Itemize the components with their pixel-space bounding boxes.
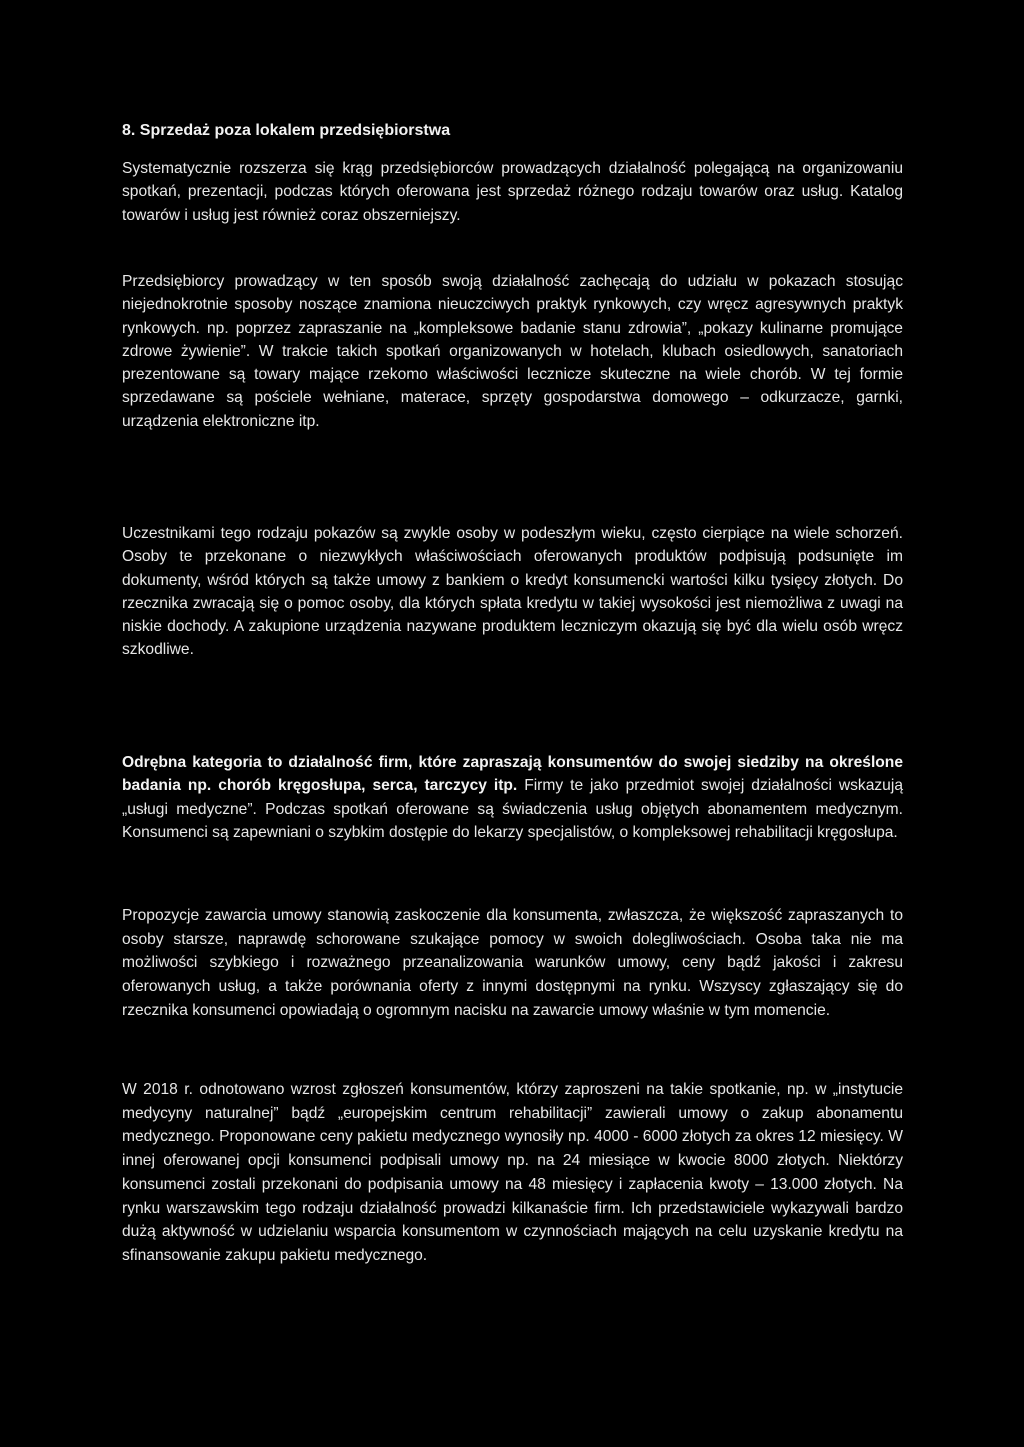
paragraph-participants: Uczestnikami tego rodzaju pokazów są zwykle osoby w podeszłym wieku, często cierpiące na wiele schorzeń. Osoby te przekonane o niezwykłych właściwościach oferowanych produktów podpisują podsunięte im dokumenty, wśród których są także umowy z bankiem o kredyt konsumencki wartości kilku tysięcy złotych. Do rzecznika zwracają się o pomoc osoby, dla których spłata kredytu w takiej wysokości jest niemożliwa z uwagi na niskie dochody. A zakupione urządzenia nazywane produktem leczniczym okazują się być dla wielu osób wręcz szkodliwe. <box>122 525 903 659</box>
paragraph-medical-firms-rest: Firmy te jako przedmiot swojej działalności wskazują „usługi medyczne”. Podczas spotkań oferowane są świadczenia usług objętych abonamentem medycznym. Konsumenci są zapewniani o szybkim dostępie do lekarzy specjalistów, o kompleksowej rehabilitacji kręgosłupa. <box>122 777 903 841</box>
section-heading: 8. Sprzedaż poza lokalem przedsiębiorstwa <box>122 122 451 139</box>
paragraph-intro: Systematycznie rozszerza się krąg przedsiębiorców prowadzących działalność polegającą na organizowaniu spotkań, prezentacji, podczas których oferowana jest sprzedaż różnego rodzaju towarów oraz usług. Katalog towarów i usług jest również coraz obszerniejszy. <box>122 160 903 224</box>
paragraph-practices: Przedsiębiorcy prowadzący w ten sposób swoją działalność zachęcają do udziału w pokazach stosując niejednokrotnie sposoby noszące znamiona nieuczciwych praktyk rynkowych, czy wręcz agresywnych praktyk rynkowych. np. poprzez zapraszanie na „kompleksowe badanie stanu zdrowia”, „pokazy kulinarne promujące zdrowe żywienie”. W trakcie takich spotkań organizowanych w hotelach, klubach osiedlowych, sanatoriach prezentowane są towary mające rzekomo właściwości lecznicze skuteczne na wiele chorób. W tej formie sprzedawane są pościele wełniane, materace, sprzęty gospodarstwa domowego – odkurzacze, garnki, urządzenia elektroniczne itp. <box>122 273 903 430</box>
paragraph-medical-firms-lead: Odrębna kategoria to działalność firm, które zapraszają konsumentów do swojej siedziby na określone badania np. chorób kręgosłupa, serca, tarczycy itp. <box>122 754 903 795</box>
paragraph-2018-reports: W 2018 r. odnotowano wzrost zgłoszeń konsumentów, którzy zaproszeni na takie spotkanie, np. w „instytucie medycyny naturalnej” bądź „europejskim centrum rehabilitacji” zawierali umowy o zakup abonamentu medycznego. Proponowane ceny pakietu medycznego wynosiły np. 4000 - 6000 złotych za okres 12 miesięcy. W innej oferowanej opcji konsumenci podpisali umowy np. na 24 miesiące w kwocie 8000 złotych. Niektórzy konsumenci zostali przekonani do podpisania umowy na 48 miesięcy i zapłacenia kwoty – 13.000 złotych. Na rynku warszawskim tego rodzaju działalność prowadzi kilkanaście firm. Ich przedstawiciele wykazywali bardzo dużą aktywność w udzielaniu wsparcia konsumentom w czynnościach mających na celu uzyskanie kredytu na sfinansowanie zakupu pakietu medycznego. <box>122 1081 903 1264</box>
paragraph-medical-firms <box>122 751 903 844</box>
paragraph-contract-pressure: Propozycje zawarcia umowy stanowią zaskoczenie dla konsumenta, zwłaszcza, że większość zapraszanych to osoby starsze, naprawdę schorowane szukające pomocy w swoich dolegliwościach. Osoba taka nie ma możliwości szybkiego i rozważnego przeanalizowania warunków umowy, ceny bądź jakości i zakresu oferowanych usług, a także porównania oferty z innymi dostępnymi na rynku. Wszyscy zgłaszający się do rzecznika konsumenci opowiadają o ogromnym nacisku na zawarcie umowy właśnie w tym momencie. <box>122 907 903 1019</box>
